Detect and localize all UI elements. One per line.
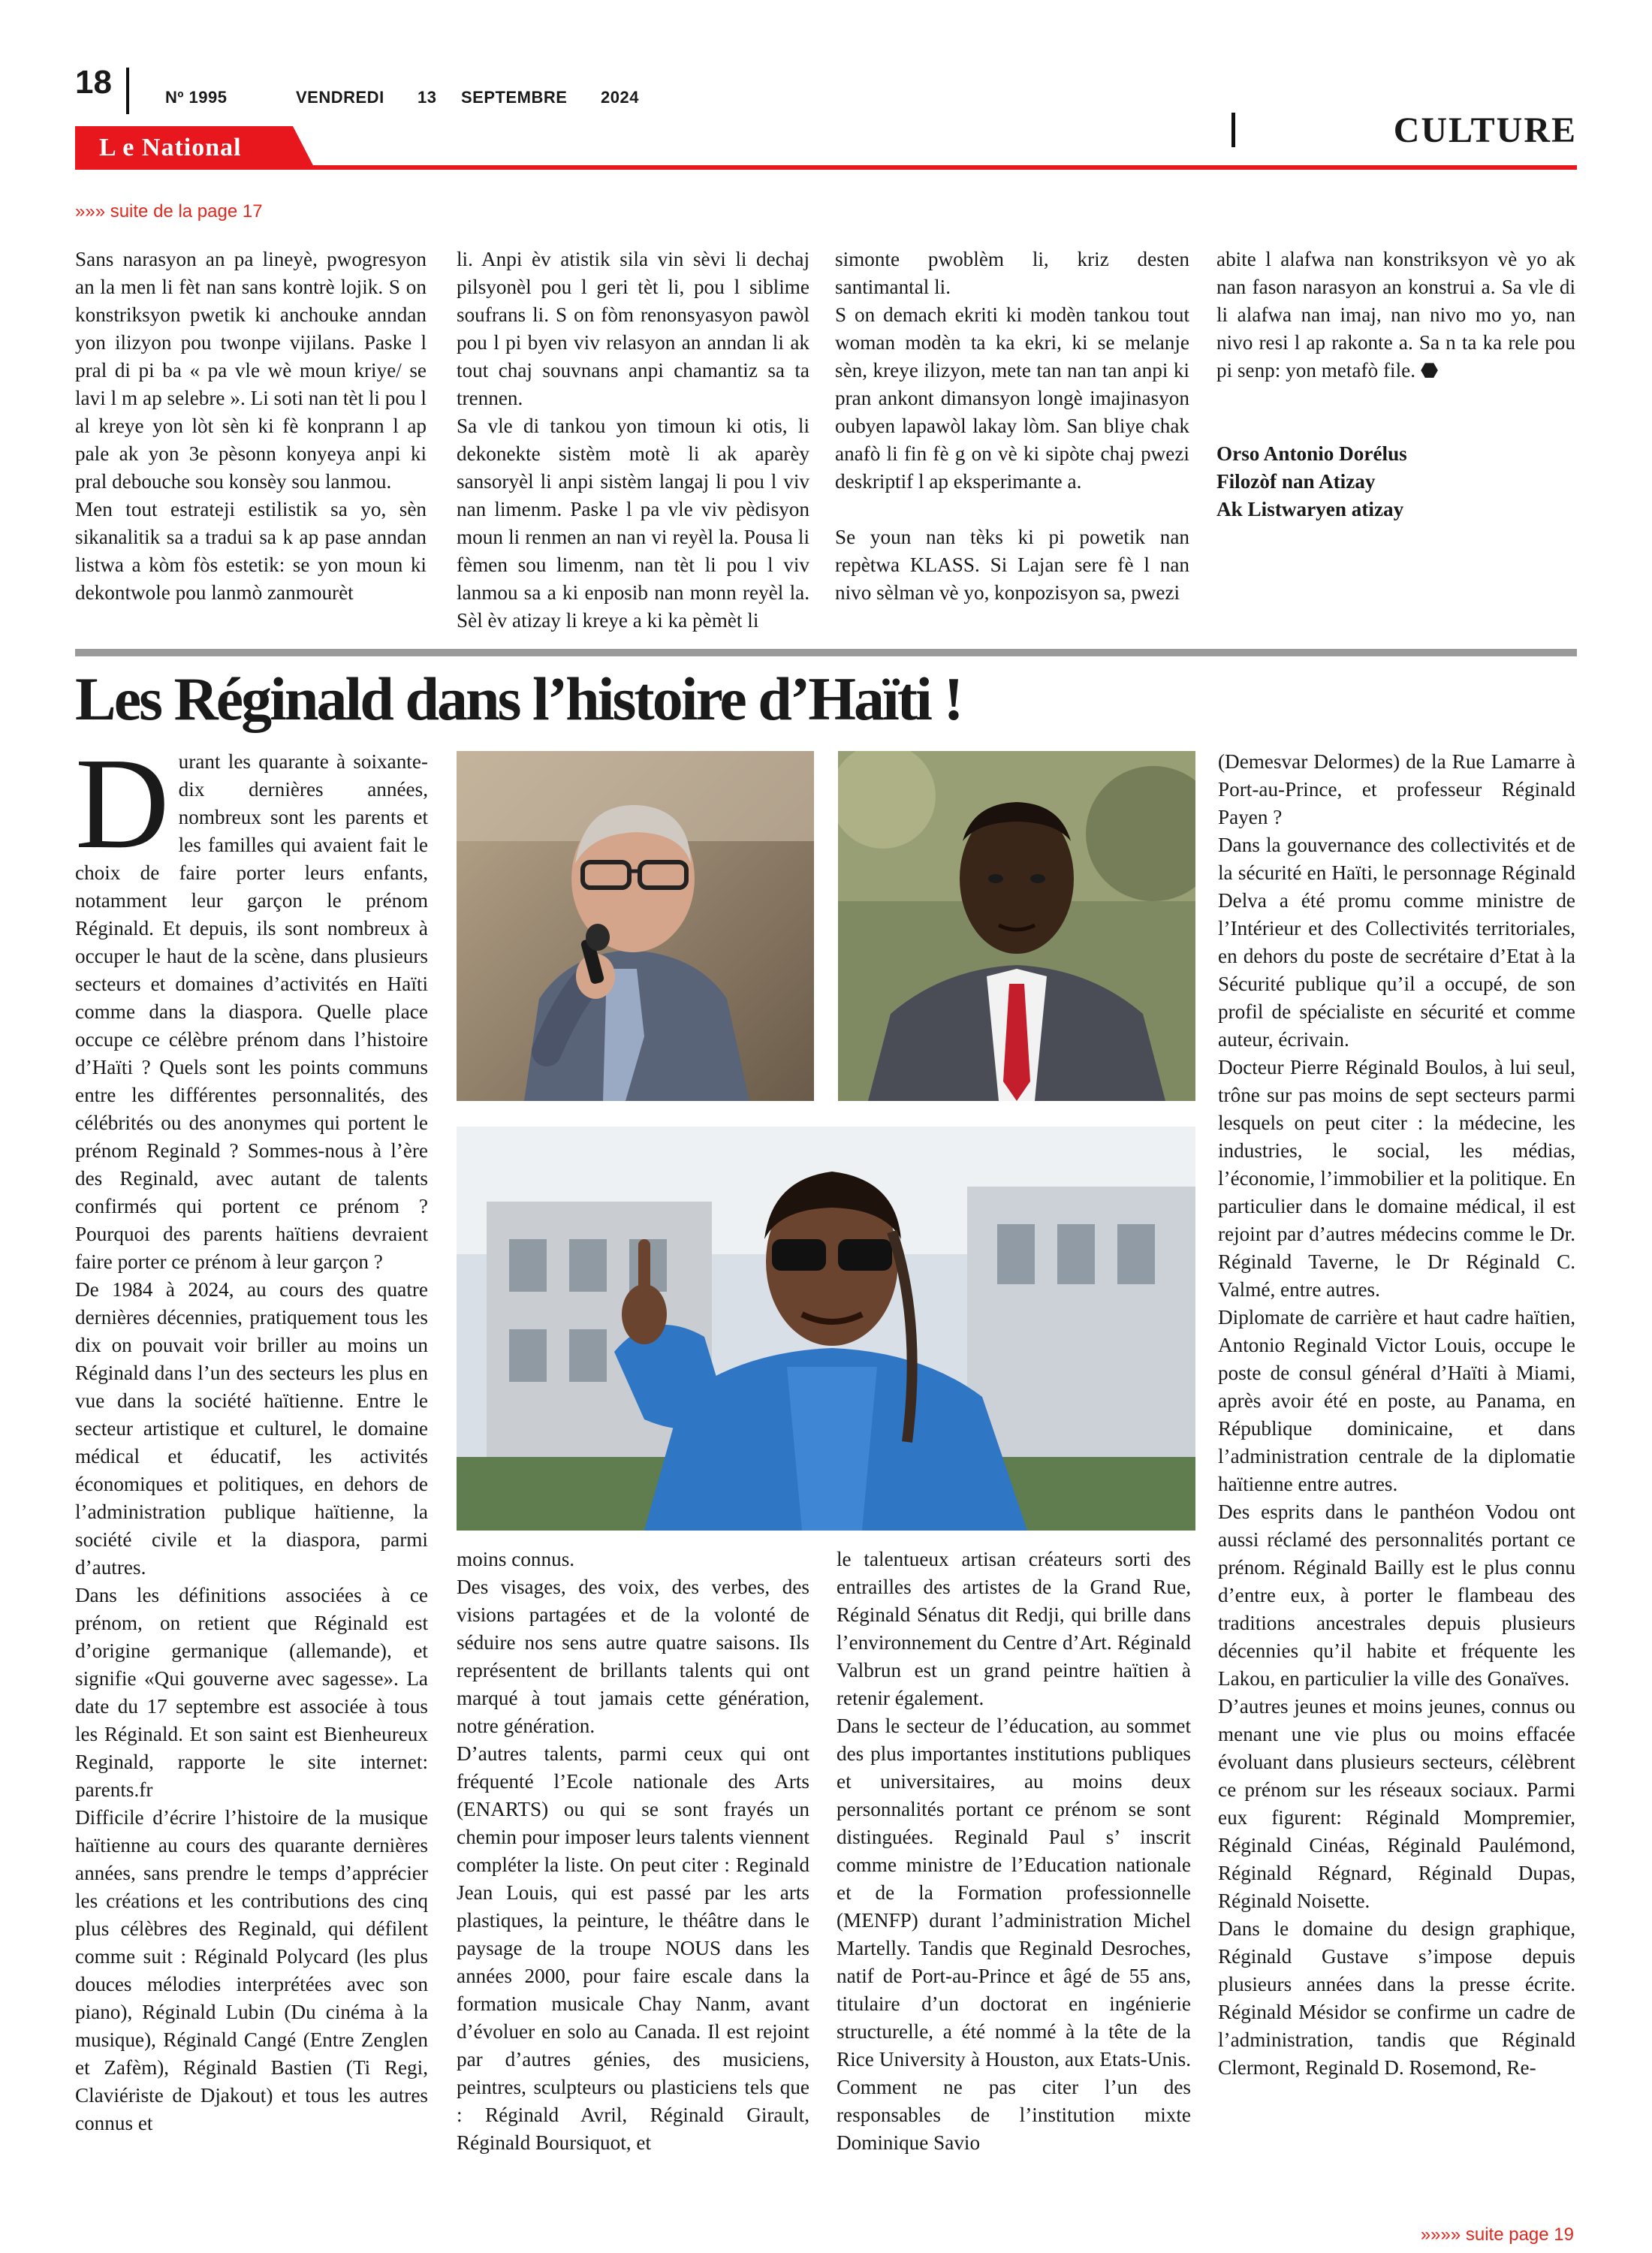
paragraph: Diplomate de carrière et haut cadre haïtien, Antonio Reginald Victor Louis, occupe le poste de consul général d’Haïti à Miami, après avoir été en poste, au Panama, en République dominicaine, et dans l’administration centrale de la diplomatie haïtienne entre autres. bbox=[1218, 1306, 1575, 1495]
paragraph: Dans le secteur de l’éducation, au sommet des plus importantes institutions publiques et universitaires, au moins deux personnalités portant ce prénom se sont distinguées. Reginald Paul s’ inscrit comme ministre de l’Education nationale et de la Formation professionnelle (MENFP) durant l’administration Michel Martelly. Tandis que Reginald Desroches, natif de Port-au-Prince et âgé de 55 ans, titulaire d’un doctorat en ingénierie structurelle, a été nommé à la tête de la Rice University à Houston, aux Etats-Unis. Comment ne pas citer l’un des responsables de l’institution mixte Dominique Savio bbox=[837, 1715, 1191, 2154]
publication-name: L e National bbox=[99, 134, 242, 161]
section-title: CULTURE bbox=[1393, 110, 1577, 150]
paragraph: Sa vle di tankou yon timoun ki otis, li dekonekte sistèm motè li ak aparèy sansoryèl li anpi sistèm langaj li pou l viv nan limenm. Paske l pa vle viv pèdisyon moun li renmen an nan vi reyèl la. Pousa li fèmen sou limenm, nan tèt li pou l viv lanmou sa a ki enposib nan monn reyèl la. Sèl èv atizay li kreye a ki ka pèmèt li bbox=[457, 415, 809, 632]
paragraph: Men tout estrateji estilistik sa yo, sèn sikanalitik sa a tradui sa k ap pase anndan listwa a kòm fòs estetik: se yon moun ki dekontwole pou lanmò zanmourèt bbox=[75, 498, 427, 604]
top-article-column-3 bbox=[835, 246, 1189, 607]
paragraph: S on demach ekriti ki modèn tankou tout woman modèn ta ka ekri, ki se melanje sèn, kreye ilizyon, mete tan nan tan anpi ki pran ankont dimansyon longè imajinasyon oubyen lapawòl lakay lòm. San bliye chak anafò li fin fè g on vè ki sipòte chaj pwezi deskriptif l ap eksperimante a. bbox=[835, 303, 1189, 493]
photo-man-in-blue-jacket bbox=[457, 1126, 1195, 1531]
paragraph: simonte pwoblèm li, kriz desten santimantal li. bbox=[835, 248, 1189, 298]
header-red-rule bbox=[270, 165, 1577, 170]
paragraph: (Demesvar Delormes) de la Rue Lamarre à Port-au-Prince, et professeur Réginald Payen ? bbox=[1218, 750, 1575, 828]
paragraph: Docteur Pierre Réginald Boulos, à lui seul, trône sur pas moins de sept secteurs parmi lesquels on peut citer : la médecine, les industries, le social, les médias, l’économie, l’immobilier et la politique. En particulier dans le domaine médical, il est rejoint par d’autres médecins comme le Dr. Réginald Taverne, le Dr Réginald C. Valmé, entre autres. bbox=[1218, 1056, 1575, 1301]
main-article-column-3 bbox=[837, 1546, 1191, 2157]
paragraph: Des visages, des voix, des verbes, des visions partagées et de la volonté de séduire nos sens autre quatre saisons. Ils représentent de brillants talents qui ont marqué à tout jamais cette génération, notre génération. bbox=[457, 1576, 809, 1737]
paragraph: moins connus. bbox=[457, 1548, 575, 1570]
header-divider bbox=[126, 68, 129, 114]
section-divider bbox=[1231, 113, 1235, 147]
photo-illustration bbox=[457, 751, 814, 1101]
page-number: 18 bbox=[75, 64, 112, 101]
paragraph: Sans narasyon an pa lineyè, pwogresyon an la men li fèt nan sans kontrè lojik. S on konstriksyon pwetik ki anchouke anndan yon ilizyon pou twonpe vijilans. Paske l pral di pi ba « pa vle wè moun kriye/ se lavi l m ap selebre ». Li soti nan tèt li pou l al kreye yon lòt sèn ki fè konprann l ap pale ak yon 3e pèsonn konyeya anpi ki pral debouche sou konsèy sou lanmou. bbox=[75, 248, 427, 493]
main-article-column-2 bbox=[457, 1546, 809, 2157]
article-headline: Les Réginald dans l’histoire d’Haïti ! bbox=[75, 665, 962, 733]
issue-number: Nº 1995 bbox=[165, 88, 228, 107]
date-year: 2024 bbox=[601, 88, 639, 107]
paragraph: Dans les définitions associées à ce prénom, on retient que Réginald est d’origine germanique (allemande), et signifie «Qui gouverne avec sagesse». La date du 17 septembre est associée à tous les Réginald. Et son saint est Bienheureux Reginald, rapporte le site internet: parents.fr bbox=[75, 1584, 428, 1801]
photo-illustration bbox=[457, 1126, 1195, 1531]
article-divider bbox=[75, 649, 1577, 656]
photo-man-in-suit bbox=[838, 751, 1195, 1101]
main-article-column-1 bbox=[75, 731, 428, 2137]
author-title: Filozòf nan Atizay bbox=[1216, 470, 1376, 493]
drop-cap: D bbox=[75, 731, 170, 876]
paragraph: D’autres talents, parmi ceux qui ont fréquenté l’Ecole nationale des Arts (ENARTS) ou qui se sont frayés un chemin pour imposer leurs talents viennent compléter la liste. On peut citer : Reginald Jean Louis, qui est passé par les arts plastiques, la peinture, le théâtre dans le paysage de la troupe NOUS dans les années 2000, pour faire escale dans la formation musicale Chay Nanm, avant d’évoluer en solo au Canada. Il est rejoint par d’autres génies, des musiciens, peintres, sculpteurs ou plasticiens tels que : Réginald Avril, Réginald Girault, Réginald Boursiquot, et bbox=[457, 1742, 809, 2154]
photo-man-with-microphone bbox=[457, 751, 814, 1101]
author-name: Orso Antonio Dorélus bbox=[1216, 442, 1407, 465]
paragraph-text: urant les quarante à soixante-dix dernières années, nombreux sont les parents et les familles qui avaient fait le choix de faire porter leurs enfants, notamment leur garçon le prénom Réginald. Et depuis, ils sont nombreux à occuper le haut de la scène, dans plusieurs secteurs et domaines d’activités en Haïti comme dans la diaspora. Quelle place occupe ce célèbre prénom dans l’histoire d’Haïti ? Quels sont les points communs entre les différentes personnalités, des célébrités ou des anonymes qui portent le prénom Reginald ? Sommes-nous à l’ère des Reginald, avec autant de talents confirmés qui portent ce prénom ? Pourquoi des parents haïtiens devraient faire porter ce prénom à leur garçon ? bbox=[75, 750, 428, 1273]
continued-to-link[interactable]: »»»» suite page 19 bbox=[1420, 2224, 1574, 2245]
paragraph: De 1984 à 2024, au cours des quatre dernières décennies, pratiquement tous les dix on pouvait voir briller au moins un Réginald dans l’un des secteurs les plus en vue dans la société haïtienne. Entre le secteur artistique et culturel, le domaine médical et éducatif, les activités économiques et politiques, en dehors de l’administration publique haïtienne, la société civile et la diaspora, parmi d’autres. bbox=[75, 1278, 428, 1579]
paragraph: abite l alafwa nan konstriksyon vè yo ak nan fason narasyon an konstrui a. Sa vle di li alafwa nan imaj, nan nivo mo yo, nan nivo resi l ap rakonte a. Sa n ta ka rele pou pi senp: yon metafò file. ⬣ bbox=[1216, 248, 1575, 382]
paragraph: Des esprits dans le panthéon Vodou ont aussi réclamé des personnalités portant ce prénom. Réginald Bailly est le plus connu d’entre eux, à porter le flambeau des traditions ancestrales depuis plusieurs décennies qu’il habite et fréquente les Lakou, en particulier la ville des Gonaïves. bbox=[1218, 1500, 1575, 1690]
top-article-column-4 bbox=[1216, 246, 1575, 523]
top-article-column-1 bbox=[75, 246, 427, 607]
publication-logo bbox=[75, 126, 315, 170]
paragraph: Dans le domaine du design graphique, Réginald Gustave s’impose depuis plusieurs années dans la presse écrite. Réginald Mésidor se confirme un cadre de l’administration, tandis que Réginald Clermont, Reginald D. Rosemond, Re- bbox=[1218, 1917, 1575, 2079]
paragraph: Difficile d’écrire l’histoire de la musique haïtienne au cours des quarante dernières années, sans prendre le temps d’apprécier les créations et les contributions des cinq plus célèbres des Reginald, qui défilent comme suit : Réginald Polycard (les plus douces mélodies interprétées avec son piano), Réginald Lubin (Du cinéma à la musique), Réginald Cangé (Entre Zenglen et Zafèm), Réginald Bastien (Ti Regi, Claviériste de Djakout) et tous les autres connus et bbox=[75, 1806, 428, 2134]
date-number: 13 bbox=[418, 88, 437, 107]
top-article-column-2 bbox=[457, 246, 809, 635]
paragraph: le talentueux artisan créateurs sorti des entrailles des artistes de la Grand Rue, Réginald Sénatus dit Redji, qui brille dans l’environnement du Centre d’Art. Réginald Valbrun est un grand peintre haïtien à retenir également. bbox=[837, 1548, 1191, 1709]
paragraph bbox=[75, 731, 428, 1276]
paragraph: Dans la gouvernance des collectivités et de la sécurité en Haïti, le personnage Réginald Delva a été promu comme ministre de l’Intérieur et des Collectivités territoriales, en dehors du poste de secrétaire d’Etat à la Sécurité publique qu’il a occupé, de son profil de spécialiste en sécurité et comme auteur, écrivain. bbox=[1218, 834, 1575, 1051]
date-day: VENDREDI bbox=[296, 88, 384, 107]
photo-illustration bbox=[838, 751, 1195, 1101]
author-title: Ak Listwaryen atizay bbox=[1216, 498, 1404, 520]
paragraph: D’autres jeunes et moins jeunes, connus ou menant une vie plus ou moins effacée évoluant dans plusieurs secteurs, célèbrent ce prénom sur les réseaux sociaux. Parmi eux figurent: Réginald Mompremier, Réginald Cinéas, Réginald Paulémond, Réginald Régnard, Réginald Dupas, Réginald Noisette. bbox=[1218, 1695, 1575, 1912]
continued-from-link[interactable]: »»» suite de la page 17 bbox=[75, 201, 263, 222]
paragraph: Se youn nan tèks ki pi powetik nan repètwa KLASS. Si Lajan sere fè l nan nivo sèlman vè yo, konpozisyon sa, pwezi bbox=[835, 526, 1189, 604]
main-article-column-4 bbox=[1218, 748, 1575, 2082]
date-month: SEPTEMBRE bbox=[461, 88, 568, 107]
paragraph: li. Anpi èv atistik sila vin sèvi li dechaj pilsyonèl pou l geri tèt li, pou l siblime soufrans li. S on fòm renonsyasyon pawòl pou l pi byen viv relasyon an anndan li ak tout chaj souvnans anpi chamantiz sa ta trennen. bbox=[457, 248, 809, 409]
